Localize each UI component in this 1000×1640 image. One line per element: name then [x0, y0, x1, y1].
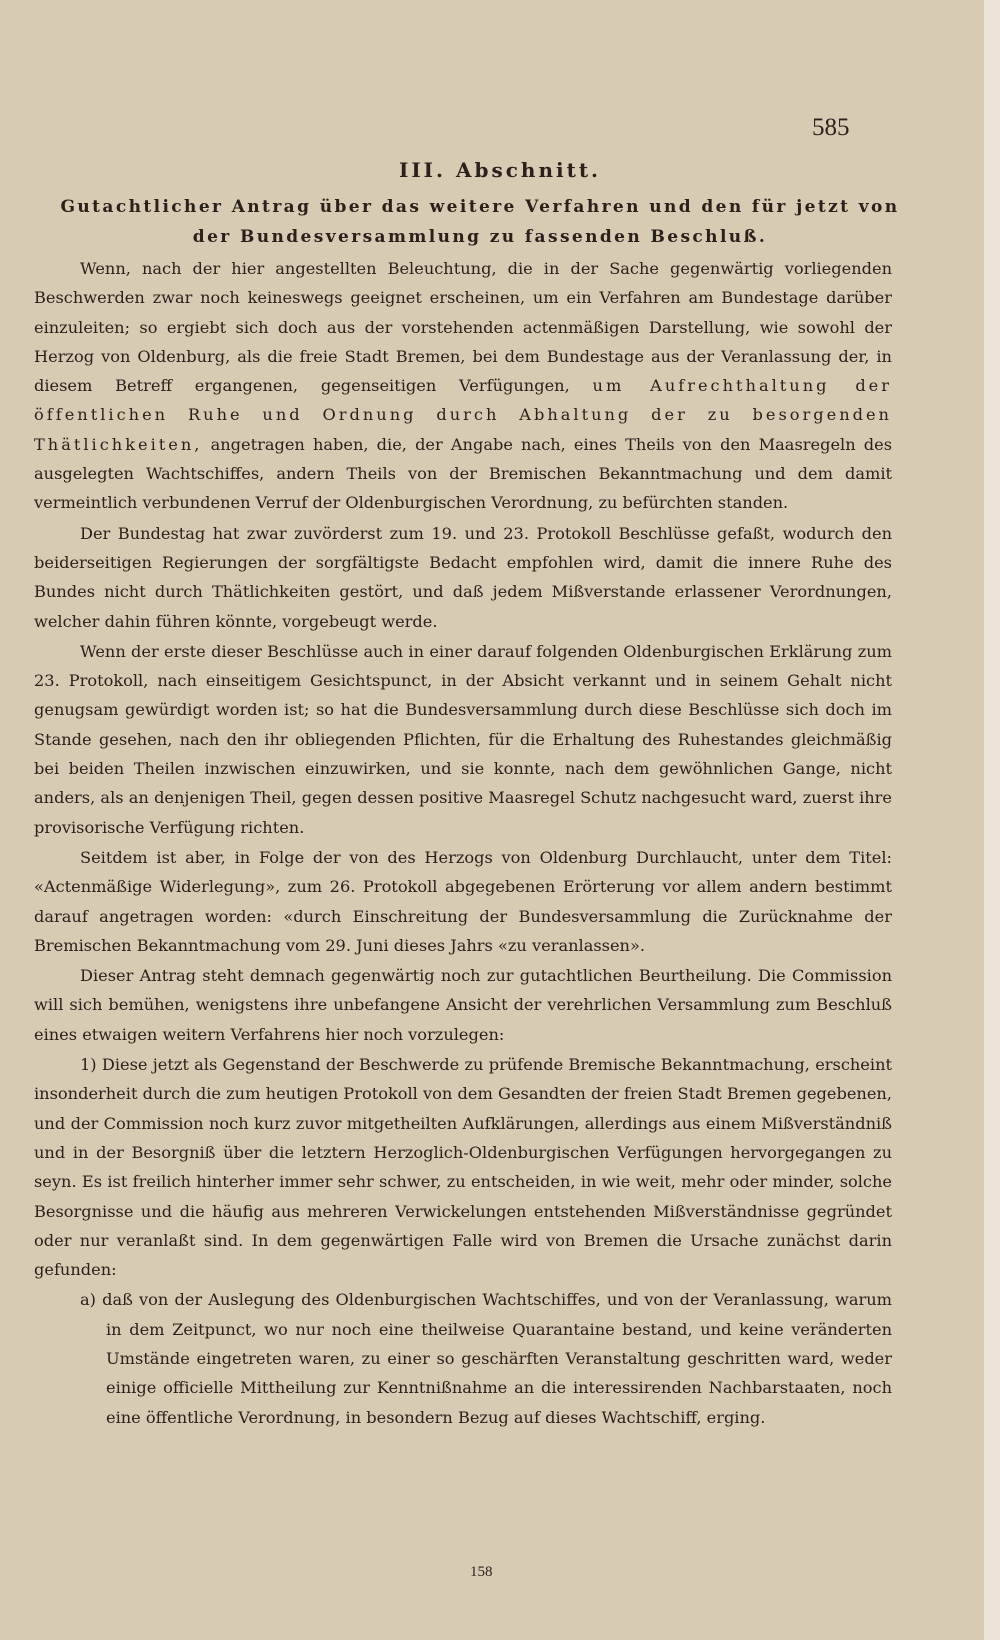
- paragraph-1-end: angetragen haben, die, der Angabe nach, eines Theils von den Maasregeln des ausgelegten Wachtschiffes, andern Theils von der Bremischen Bekanntmachung und dem damit vermeintlich verbundenen Verruf der Oldenburgischen Verordnung, zu befürchten standen.: [34, 434, 892, 513]
- paragraph-6: 1) Diese jetzt als Gegenstand der Beschwerde zu prüfende Bremische Bekanntmachung, erscheint insonderheit durch die zum heutigen Protokoll von dem Gesandten der freien Stadt Bremen gegebenen, und der Commission noch kurz zuvor mitgetheilten Aufklärungen, allerdings aus einem Mißverständniß und in der Besorgniß über die letztern Herzoglich-Oldenburgischen Verfügungen hervorgegangen zu seyn. Es ist freilich hinterher immer sehr schwer, zu entscheiden, in wie weit, mehr oder minder, solche Besorgnisse und die häufig aus mehreren Verwickelungen entstehenden Mißverständnisse gegründet oder nur veranlaßt sind. In dem gegenwärtigen Falle wird von Bremen die Ursache zunächst darin gefunden:: [34, 1055, 892, 1280]
- paragraph-1: [34, 254, 892, 518]
- paragraph-1-emphasis: um Aufrechthaltung der öffentlichen Ruhe und Ordnung durch Abhaltung der zu besorgenden Thätlichkeiten,: [34, 376, 892, 454]
- document-title: [40, 192, 920, 252]
- page-number: 585: [812, 114, 850, 141]
- title-line-2: der Bundesversammlung zu fassenden Beschluß.: [192, 227, 768, 247]
- paragraph-3: Wenn der erste dieser Beschlüsse auch in einer darauf folgenden Oldenburgischen Erklärung zum 23. Protokoll, nach einseitigem Gesichtspunct, in der Absicht verkannt und in seinem Gehalt nicht genugsam gewürdigt worden ist; so hat die Bundesversammlung durch diese Beschlüsse sich doch im Stande gesehen, nach den ihr obliegenden Pflichten, für die Erhaltung des Ruhestandes gleichmäßig bei beiden Theilen inzwischen einzuwirken, und sie konnte, nach dem gewöhnlichen Gange, nicht anders, als an denjenigen Theil, gegen dessen positive Maasregel Schutz nachgesucht ward, zuerst ihre provisorische Verfügung richten.: [34, 641, 892, 837]
- paragraph-1-start: Wenn, nach der hier angestellten Beleuchtung, die in der Sache gegenwärtig vorliegenden Beschwerden zwar noch keineswegs geeignet erscheinen, um ein Verfahren am Bundestage darüber einzuleiten; so ergiebt sich doch aus der vorstehenden actenmäßigen Darstellung, wie sowohl der Herzog von Oldenburg, als die freie Stadt Bremen, bei dem Bundestage aus der Veranlassung der, in diesem Betreff ergangenen, gegenseitigen Verfügungen,: [34, 259, 892, 396]
- paragraph-item-a: a) daß von der Auslegung des Oldenburgischen Wachtschiffes, und von der Veranlassung, warum in dem Zeitpunct, wo nur noch eine theilweise Quarantaine bestand, und keine veränderten Umstände eingetreten waren, zu einer so geschärften Veranstaltung geschritten ward, weder einige officielle Mittheilung zur Kenntnißnahme an die interessirenden Nachbarstaaten, noch eine öffentliche Verordnung, in besondern Bezug auf dieses Wachtschiff, erging.: [80, 1290, 892, 1427]
- page-edge: [984, 0, 1000, 1640]
- signature-mark: 158: [470, 1564, 493, 1580]
- paragraph-4: Seitdem ist aber, in Folge der von des Herzogs von Oldenburg Durchlaucht, unter dem Titel: «Actenmäßige Widerlegung», zum 26. Protokoll abgegebenen Erörterung vor allem andern bestimmt darauf angetragen worden: «durch Einschreitung der Bundesversammlung die Zurücknahme der Bremischen Bekanntmachung vom 29. Juni dieses Jahrs «zu veranlassen».: [34, 847, 892, 955]
- body-text: [34, 254, 892, 1433]
- paragraph-2: Der Bundestag hat zwar zuvörderst zum 19. und 23. Protokoll Beschlüsse gefaßt, wodurch den beiderseitigen Regierungen der sorgfältigste Bedacht empfohlen wird, damit die innere Ruhe des Bundes nicht durch Thätlichkeiten gestört, und daß jedem Mißverstande erlassener Verordnungen, welcher dahin führen könnte, vorgebeugt werde.: [34, 523, 892, 631]
- paragraph-5: Dieser Antrag steht demnach gegenwärtig noch zur gutachtlichen Beurtheilung. Die Commission will sich bemühen, wenigstens ihre unbefangene Ansicht der verehrlichen Versammlung zum Beschluß eines etwaigen weitern Verfahrens hier noch vorzulegen:: [34, 966, 892, 1044]
- section-heading: III. Abschnitt.: [398, 158, 602, 182]
- title-line-1: Gutachtlicher Antrag über das weitere Verfahren und den für jetzt von: [60, 197, 900, 217]
